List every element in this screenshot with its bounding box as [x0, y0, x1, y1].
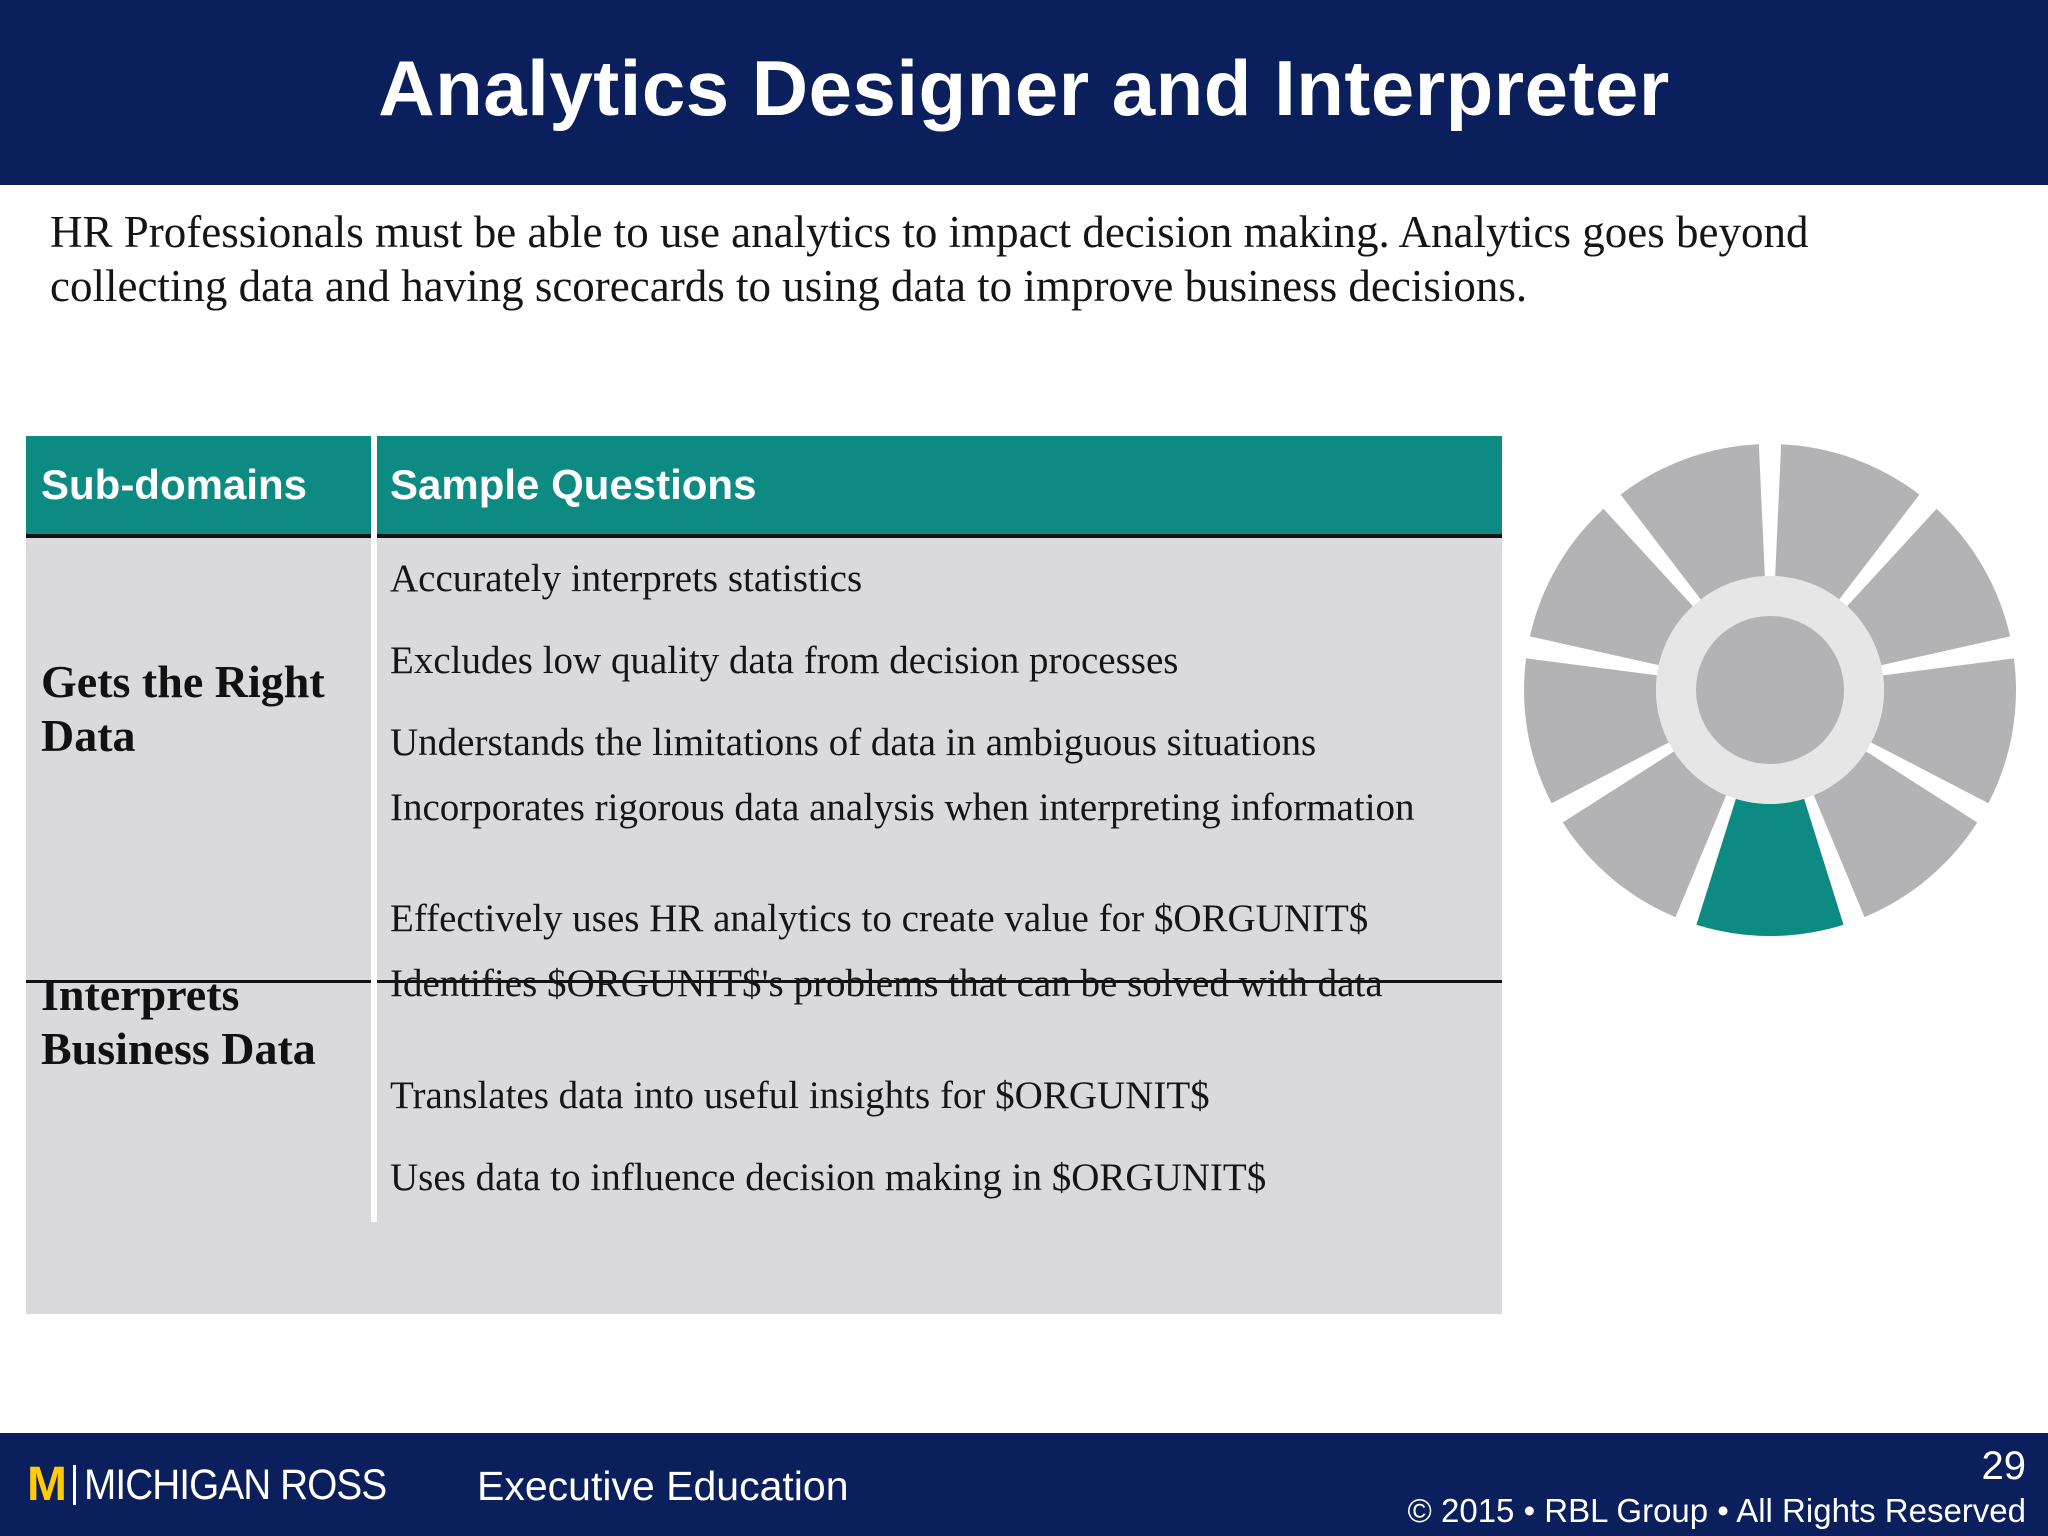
competency-wheel-icon [1520, 440, 2020, 940]
intro-paragraph [50, 205, 1950, 313]
question-row1-3: Understands the limitations of data in ambiguous situations [390, 721, 1317, 764]
header-subdomains: Sub-domains [41, 461, 308, 508]
subdomain-gets-right-data: Gets the Right Data [41, 656, 325, 761]
logo-text: MICHIGAN ROSS [83, 1461, 387, 1509]
page-title: Analytics Designer and Interpreter [378, 44, 1670, 132]
question-row1-1: Accurately interprets statistics [390, 557, 863, 600]
question-row2-2: Identifies $ORGUNIT$'s problems that can be solved with data [390, 962, 1383, 1005]
wheel-segment-highlighted [1696, 799, 1843, 936]
logo-divider [73, 1465, 76, 1505]
copyright: © 2015 • RBL Group • All Rights Reserved [1407, 1492, 2026, 1529]
question-row2-4: Uses data to influence decision making in $ORGUNIT$ [390, 1156, 1267, 1199]
subdomain-table [26, 436, 1502, 1222]
subdomain-interprets-business-data: Interprets Business Data [41, 969, 316, 1074]
michigan-ross-logo [27, 1458, 420, 1512]
logo-m: M [27, 1458, 67, 1511]
title-bar [0, 0, 2048, 185]
question-row1-4: Incorporates rigorous data analysis when interpreting information [390, 786, 1415, 829]
program-name: Executive Education [477, 1463, 849, 1509]
table-header [26, 436, 1502, 538]
intro-text: HR Professionals must be able to use analytics to impact decision making. Analytics goes beyond collecting data and having scorecards to using data to improve business decisions. [50, 207, 1809, 311]
page-number: 29 [1981, 1444, 2026, 1488]
footer-bar [0, 1433, 2048, 1536]
question-row2-3: Translates data into useful insights for $ORGUNIT$ [390, 1074, 1210, 1117]
header-sample-questions: Sample Questions [390, 461, 757, 508]
wheel-hub [1696, 616, 1844, 764]
question-row2-1: Effectively uses HR analytics to create value for $ORGUNIT$ [390, 897, 1369, 940]
question-row1-2: Excludes low quality data from decision processes [390, 639, 1179, 682]
column-divider [371, 436, 377, 1222]
